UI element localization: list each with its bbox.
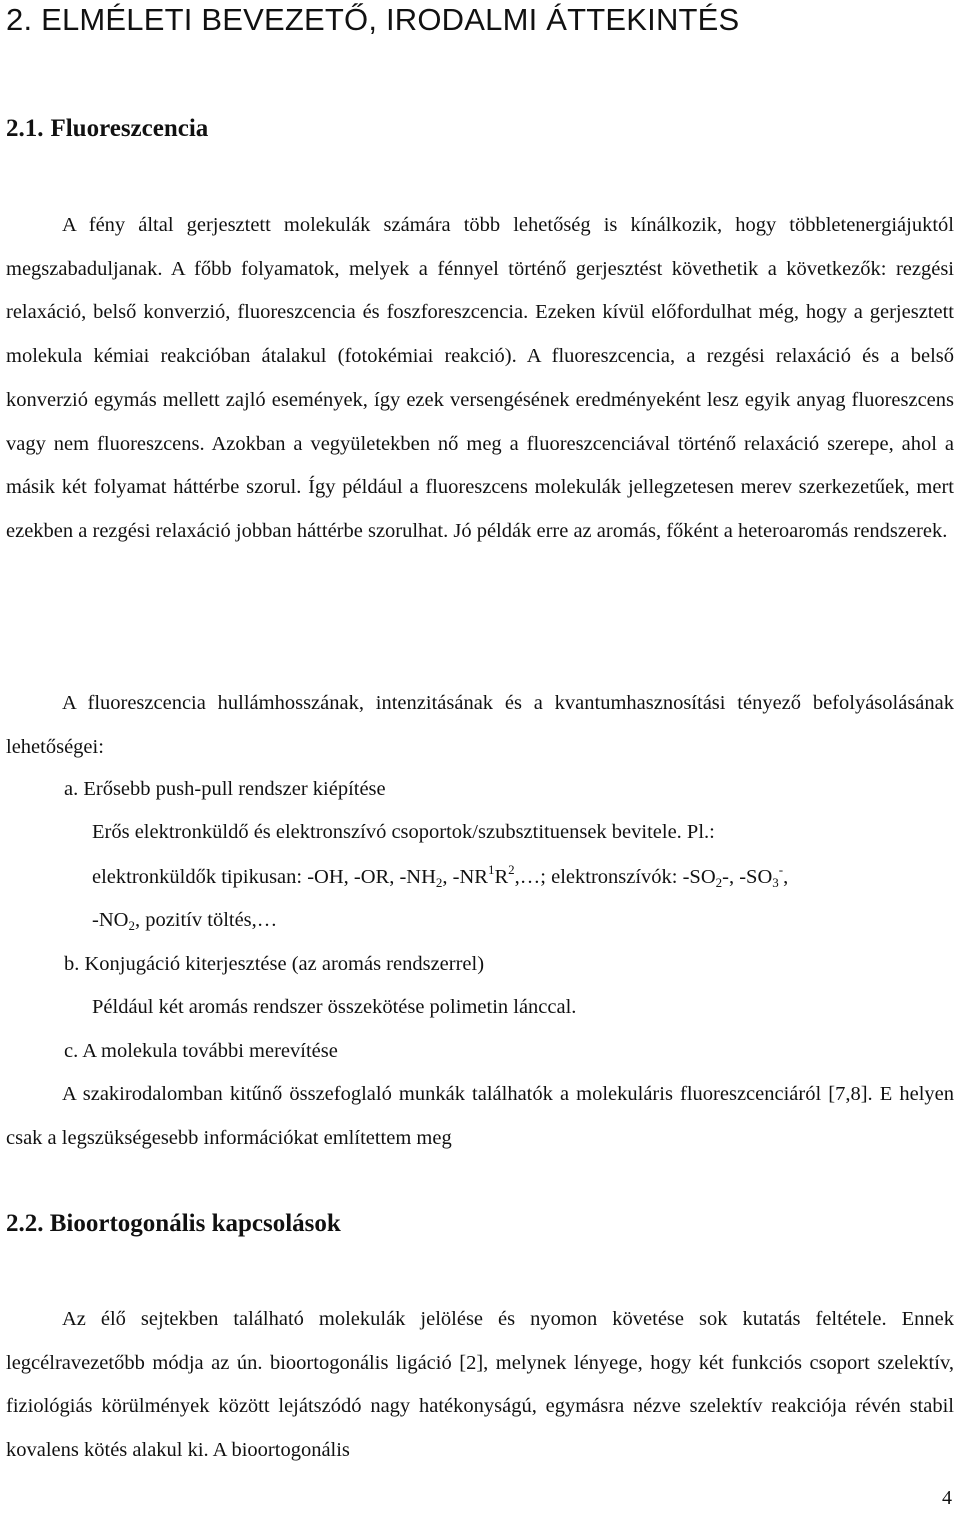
list-item-a-line3: $-NO_2$, pozitív töltés,… (92, 909, 278, 933)
page-number: 4 (942, 1487, 952, 1509)
chapter-heading: 2. ELMÉLETI BEVEZETŐ, IRODALMI ÁTTEKINTÉS (6, 2, 740, 37)
section-title: Bioortogonális kapcsolások (49, 1210, 341, 1237)
paragraph-influence-options: A fluoreszcencia hullámhosszának, intenzitásának és a kvantumhasznosítási tényező befolyásolásának lehetőségei: (6, 692, 954, 758)
list-item-a-line1: Erős elektronküldő és elektronszívó csoportok/szubsztituensek bevitele. Pl.: (92, 821, 715, 843)
section-heading-fluorescence (6, 114, 208, 143)
paragraph-fluorescence-intro: A fény által gerjesztett molekulák számára több lehetőség is kínálkozik, hogy többletenergiájuktól megszabaduljanak. A főbb folyamatok, melyek a fénnyel történő gerjesztést követhetik a következők: rezgési relaxáció, belső konverzió, fluoreszcencia és foszforeszcencia. Ezeken kívül előfordulhat még, hogy a gerjesztett molekula kémiai reakcióban átalakul (fotokémiai reakció). A fluoreszcencia, a rezgési relaxáció és a belső konverzió egymás mellett zajló események, így ezek versengésének eredményeként lesz egyik anyag fluoreszcens vagy nem fluoreszcens. Azokban a vegyületekben nő meg a fluoreszcenciával történő relaxáció szerepe, ahol a másik két folyamat háttérbe szorul. Így például a fluoreszcens molekulák jellegzetesen merev szerkezetűek, mert ezekben a rezgési relaxáció jobban háttérbe szorulhat. Jó példák erre az aromás, főként a heteroaromás rendszerek. (6, 214, 954, 542)
paragraph-bioorthogonal: Az élő sejtekben található molekulák jelölése és nyomon követése sok kutatás feltétele. Ennek legcélravezetőbb módja az ún. bioortogonális ligáció [2], melynek lényege, hogy két funkciós csoport szelektív, fiziológiás körülmények között lejátszódó nagy hatékonyságú, egymásra nézve szelektív reakciója révén stabil kovalens kötés alakul ki. A bioortogonális (6, 1308, 954, 1462)
list-item-a-label: a. Erősebb push-pull rendszer kiépítése (64, 778, 386, 800)
section-number: 2.2. (6, 1210, 44, 1237)
section-title: Fluoreszcencia (50, 115, 209, 142)
section-number: 2.1. (6, 115, 44, 142)
list-item-c-label: c. A molekula további merevítése (64, 1040, 338, 1062)
list-item-a-line2: elektronküldők tipikusan: -OH, -OR, $-NH_2$, $-NR^1R^2,\dots$; elektronszívók: $-SO_2-$, $-SO_3^-$, (92, 862, 789, 890)
list-item-b-line1: Például két aromás rendszer összekötése polimetin lánccal. (92, 996, 577, 1018)
paragraph-literature: A szakirodalomban kitűnő összefoglaló munkák találhatók a molekuláris fluoreszcenciáról [7,8]. E helyen csak a legszükségesebb információkat említettem meg (6, 1083, 954, 1149)
list-item-b-label: b. Konjugáció kiterjesztése (az aromás rendszerrel) (64, 953, 485, 975)
section-heading-bioorthogonal (6, 1210, 341, 1238)
